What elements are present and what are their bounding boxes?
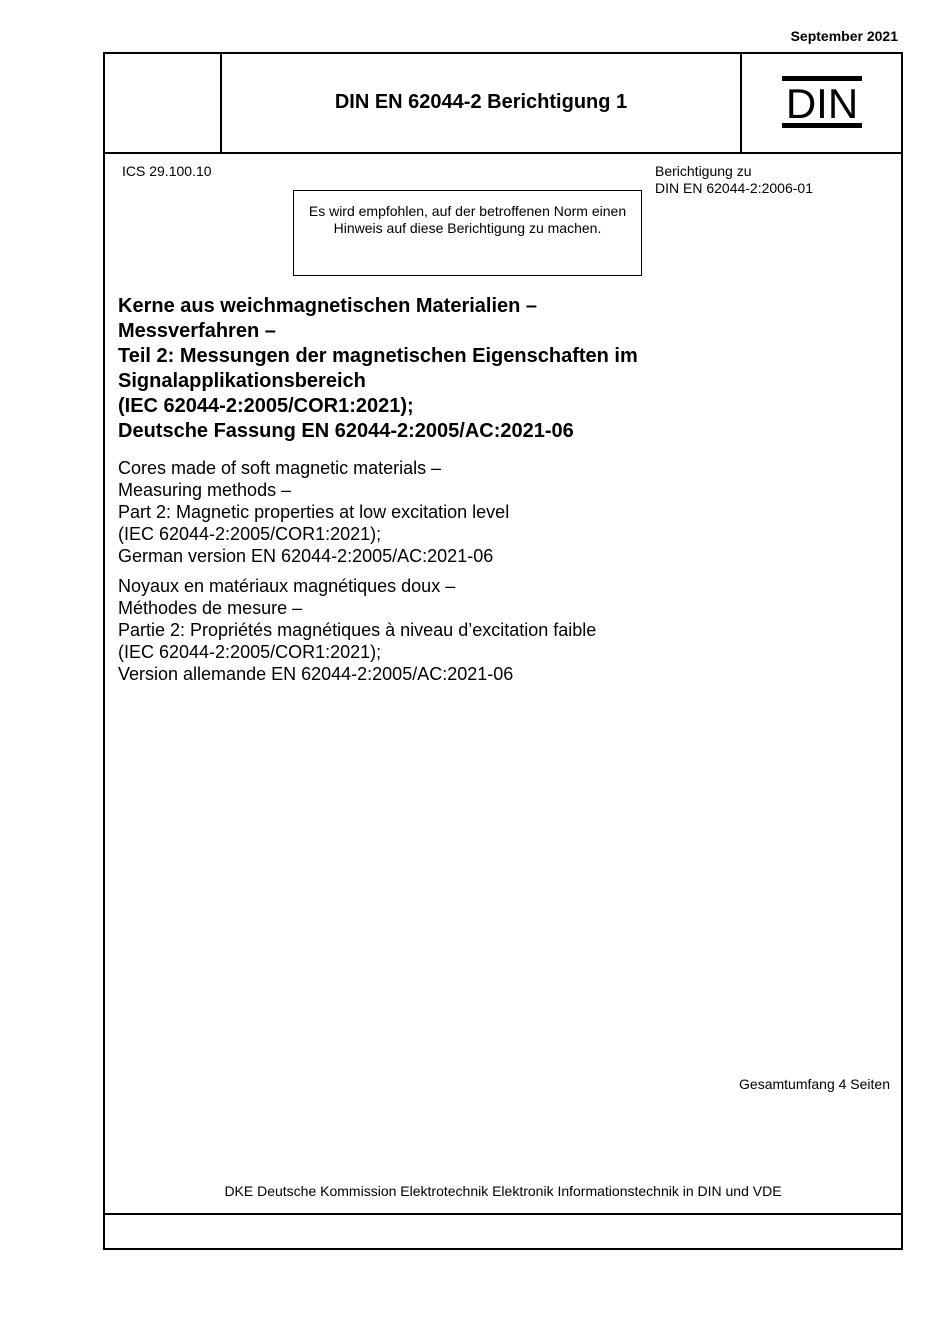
english-title-line: (IEC 62044-2:2005/COR1:2021);	[118, 524, 382, 544]
correction-reference	[655, 163, 813, 197]
french-title-line: Version allemande EN 62044-2:2005/AC:2021-06	[118, 664, 514, 684]
french-title-line: Partie 2: Propriétés magnétiques à niveau d’excitation faible	[118, 620, 597, 640]
german-title	[118, 294, 878, 444]
english-title-line: Cores made of soft magnetic materials –	[118, 458, 442, 478]
publication-date: September 2021	[790, 28, 898, 44]
german-title-line: (IEC 62044-2:2005/COR1:2021);	[118, 395, 414, 417]
english-title-line: Measuring methods –	[118, 480, 292, 500]
recommendation-note: Es wird empfohlen, auf der betroffenen Norm einen Hinweis auf diese Berichtigung zu machen.	[293, 190, 642, 276]
correction-line: DIN EN 62044-2:2006-01	[655, 180, 813, 196]
english-title-line: German version EN 62044-2:2005/AC:2021-06	[118, 546, 494, 566]
french-title-line: Noyaux en matériaux magnétiques doux –	[118, 576, 456, 596]
german-title-line: Kerne aus weichmagnetischen Materialien –	[118, 295, 538, 317]
ics-code: ICS 29.100.10	[122, 163, 212, 179]
correction-line: Berichtigung zu	[655, 163, 752, 179]
english-title	[118, 457, 878, 567]
english-title-line: Part 2: Magnetic properties at low excitation level	[118, 502, 510, 522]
svg-text:DIN: DIN	[785, 80, 859, 127]
din-logo	[782, 76, 862, 128]
french-title-line: (IEC 62044-2:2005/COR1:2021);	[118, 642, 382, 662]
document-title: DIN EN 62044-2 Berichtigung 1	[334, 90, 628, 113]
french-title	[118, 575, 878, 685]
header-divider	[103, 152, 903, 154]
german-title-line: Teil 2: Messungen der magnetischen Eigenschaften im	[118, 345, 638, 367]
french-title-line: Méthodes de mesure –	[118, 598, 303, 618]
german-title-line: Deutsche Fassung EN 62044-2:2005/AC:2021-06	[118, 420, 574, 442]
footer-divider	[103, 1213, 903, 1215]
total-pages: Gesamtumfang 4 Seiten	[739, 1076, 890, 1092]
german-title-line: Messverfahren –	[118, 320, 276, 342]
german-title-line: Signalapplikationsbereich	[118, 370, 366, 392]
publisher-footer: DKE Deutsche Kommission Elektrotechnik Elektronik Informationstechnik in DIN und VDE	[224, 1183, 782, 1199]
header-cell-divider-right	[740, 52, 742, 153]
